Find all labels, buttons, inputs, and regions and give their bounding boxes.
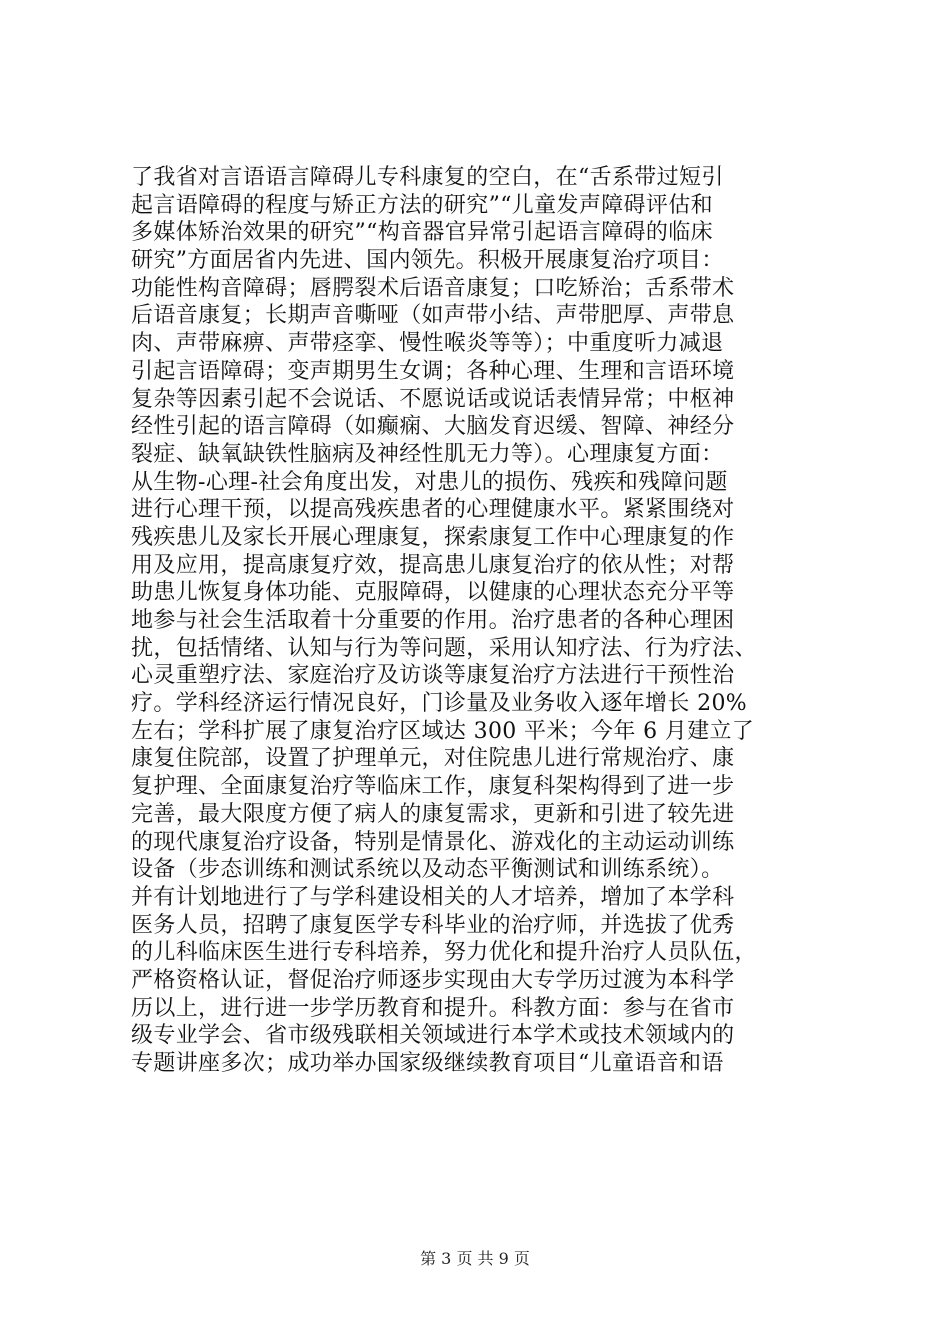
- text-line: 扰，包括情绪、认知与行为等问题，采用认知疗法、行为疗法、: [131, 635, 757, 661]
- document-body: [131, 164, 831, 1078]
- text-line: 疗。学科经济运行情况良好，门诊量及业务收入逐年增长 20%: [131, 691, 748, 717]
- text-line: 的现代康复治疗设备，特别是情景化、游戏化的主动运动训练: [131, 829, 735, 855]
- text-line: 进行心理干预，以提高残疾患者的心理健康水平。紧紧围绕对: [131, 497, 735, 523]
- text-line: 历以上，进行进一步学历教育和提升。科教方面：参与在省市: [131, 995, 735, 1021]
- text-line: 助患儿恢复身体功能、克服障碍，以健康的心理状态充分平等: [131, 580, 735, 606]
- text-line: 专题讲座多次；成功举办国家级继续教育项目“儿童语音和语: [131, 1051, 724, 1076]
- text-line: 了我省对言语语言障碍儿专科康复的空白，在“舌系带过短引: [131, 165, 724, 190]
- text-line: 心灵重塑疗法、家庭治疗及访谈等康复治疗方法进行干预性治: [131, 663, 735, 689]
- text-line: 严格资格认证，督促治疗师逐步实现由大专学历过渡为本科学: [131, 967, 735, 993]
- text-line: 地参与社会生活取着十分重要的作用。治疗患者的各种心理困: [131, 608, 735, 633]
- text-line: 用及应用，提高康复疗效，提高患儿康复治疗的依从性；对帮: [131, 552, 735, 578]
- text-line: 功能性构音障碍；唇腭裂术后语音康复；口吃矫治；舌系带术: [131, 275, 735, 301]
- text-line: 多媒体矫治效果的研究”“构音器官异常引起语言障碍的临床: [131, 220, 713, 246]
- text-line: 医务人员，招聘了康复医学专科毕业的治疗师，并选拔了优秀: [131, 912, 735, 938]
- text-line: 设备（步态训练和测试系统以及动态平衡测试和训练系统）。: [131, 857, 724, 883]
- text-line: 的儿科临床医生进行专科培养，努力优化和提升治疗人员队伍，: [131, 940, 757, 966]
- text-line: 经性引起的语言障碍（如癫痫、大脑发育迟缓、智障、神经分: [131, 414, 735, 440]
- text-line: 左右；学科扩展了康复治疗区域达 300 平米；今年 6 月建立了: [131, 718, 755, 744]
- text-line: 并有计划地进行了与学科建设相关的人才培养，增加了本学科: [131, 884, 735, 910]
- page-footer: 第 3 页 共 9 页: [420, 1249, 530, 1268]
- text-line: 残疾患儿及家长开展心理康复，探索康复工作中心理康复的作: [131, 524, 735, 550]
- text-line: 级专业学会、省市级残联相关领域进行本学术或技术领域内的: [131, 1023, 735, 1049]
- text-line: 引起言语障碍；变声期男生女调；各种心理、生理和言语环境: [131, 358, 735, 384]
- text-line: 研究”方面居省内先进、国内领先。积极开展康复治疗项目：: [131, 248, 724, 274]
- text-line: 肉、声带麻痹、声带痉挛、慢性喉炎等等）；中重度听力减退: [131, 331, 724, 357]
- text-line: 康复住院部，设置了护理单元，对住院患儿进行常规治疗、康: [131, 746, 735, 772]
- text-line: 复杂等因素引起不会说话、不愿说话或说话表情异常；中枢神: [131, 386, 735, 412]
- text-line: 裂症、缺氧缺铁性脑病及神经性肌无力等）。心理康复方面：: [131, 441, 724, 467]
- text-line: 从生物-心理-社会角度出发，对患儿的损伤、残疾和残障问题: [131, 469, 728, 495]
- text-line: 完善，最大限度方便了病人的康复需求，更新和引进了较先进: [131, 801, 735, 827]
- text-line: 起言语障碍的程度与矫正方法的研究”“儿童发声障碍评估和: [131, 192, 713, 218]
- text-line: 后语音康复；长期声音嘶哑（如声带小结、声带肥厚、声带息: [131, 303, 735, 329]
- text-line: 复护理、全面康复治疗等临床工作，康复科架构得到了进一步: [131, 774, 735, 800]
